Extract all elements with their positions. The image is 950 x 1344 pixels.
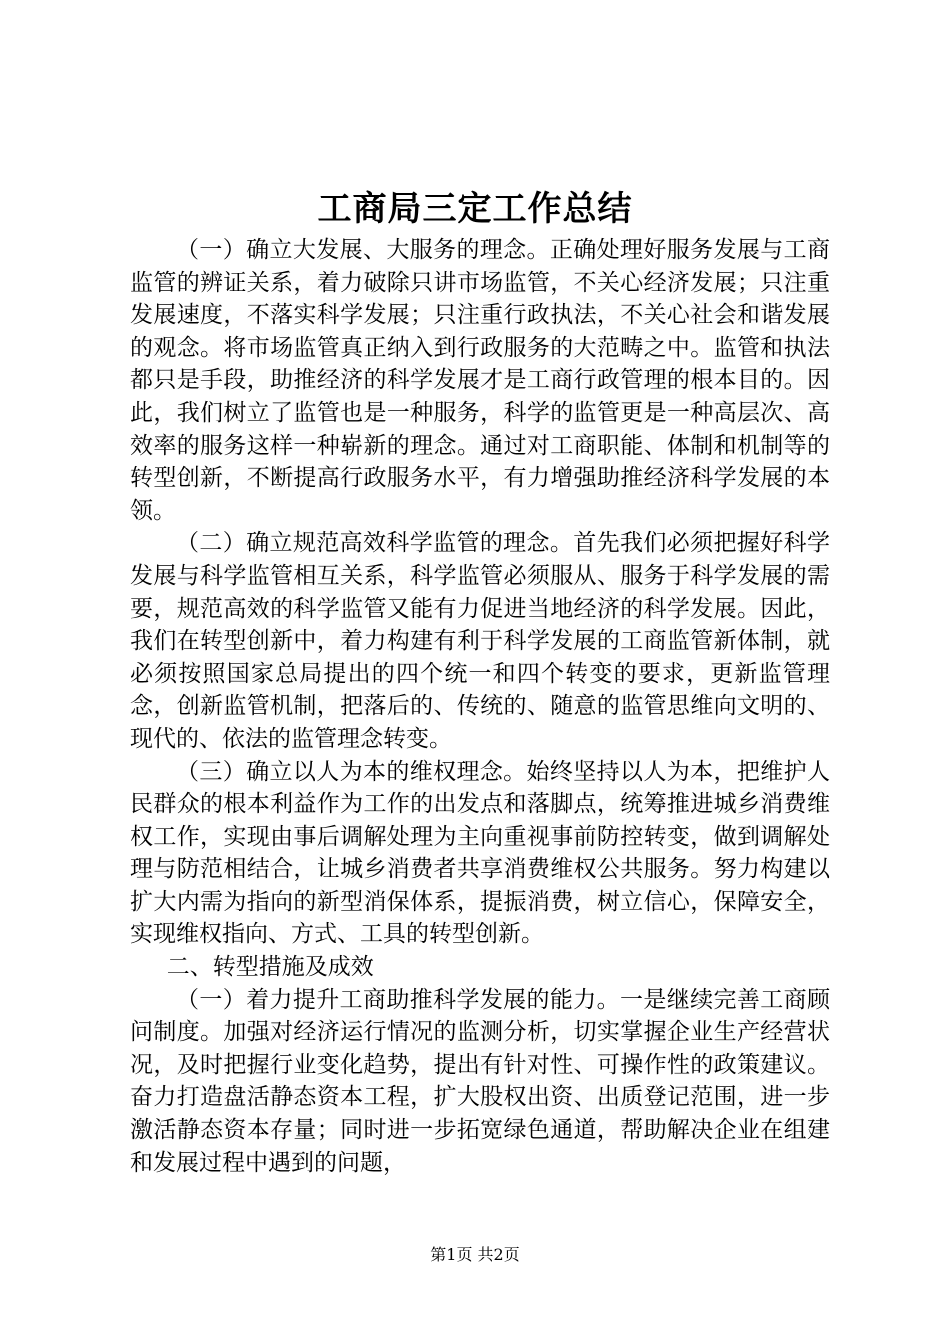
paragraph-1: （一）确立大发展、大服务的理念。正确处理好服务发展与工商监管的辨证关系，着力破除只讲市场监管，不关心经济发展；只注重发展速度，不落实科学发展；只注重行政执法，不关心社会和谐发展的观念。将市场监管真正纳入到行政服务的大范畴之中。监管和执法都只是手段，助推经济的科学发展才是工商行政管理的根本目的。因此，我们树立了监管也是一种服务，科学的监管更是一种高层次、高效率的服务这样一种崭新的理念。通过对工商职能、体制和机制等的转型创新，不断提高行政服务水平，有力增强助推经济科学发展的本领。 (130, 237, 830, 524)
paragraph-3: （三）确立以人为本的维权理念。始终坚持以人为本，把维护人民群众的根本利益作为工作的出发点和落脚点，统筹推进城乡消费维权工作，实现由事后调解处理为主向重视事前防控转变，做到调解处理与防范相结合，让城乡消费者共享消费维权公共服务。努力构建以扩大内需为指向的新型消保体系，提振消费，树立信心，保障安全，实现维权指向、方式、工具的转型创新。 (130, 758, 830, 948)
paragraph-2: （二）确立规范高效科学监管的理念。首先我们必须把握好科学发展与科学监管相互关系，科学监管必须服从、服务于科学发展的需要，规范高效的科学监管又能有力促进当地经济的科学发展。因此，我们在转型创新中，着力构建有利于科学发展的工商监管新体制，就必须按照国家总局提出的四个统一和四个转变的要求，更新监管理念，创新监管机制，把落后的、传统的、随意的监管思维向文明的、现代的、依法的监管理念转变。 (130, 530, 830, 752)
paragraph-4: （一）着力提升工商助推科学发展的能力。一是继续完善工商顾问制度。加强对经济运行情况的监测分析，切实掌握企业生产经营状况，及时把握行业变化趋势，提出有针对性、可操作性的政策建议。奋力打造盘活静态资本工程，扩大股权出资、出质登记范围，进一步激活静态资本存量；同时进一步拓宽绿色通道，帮助解决企业在组建和发展过程中遇到的问题， (130, 986, 830, 1176)
document-body (130, 234, 830, 1179)
section-heading: 二、转型措施及成效 (166, 954, 374, 981)
page-number: 第1页 共2页 (430, 1245, 520, 1264)
document-title: 工商局三定工作总结 (317, 189, 633, 229)
